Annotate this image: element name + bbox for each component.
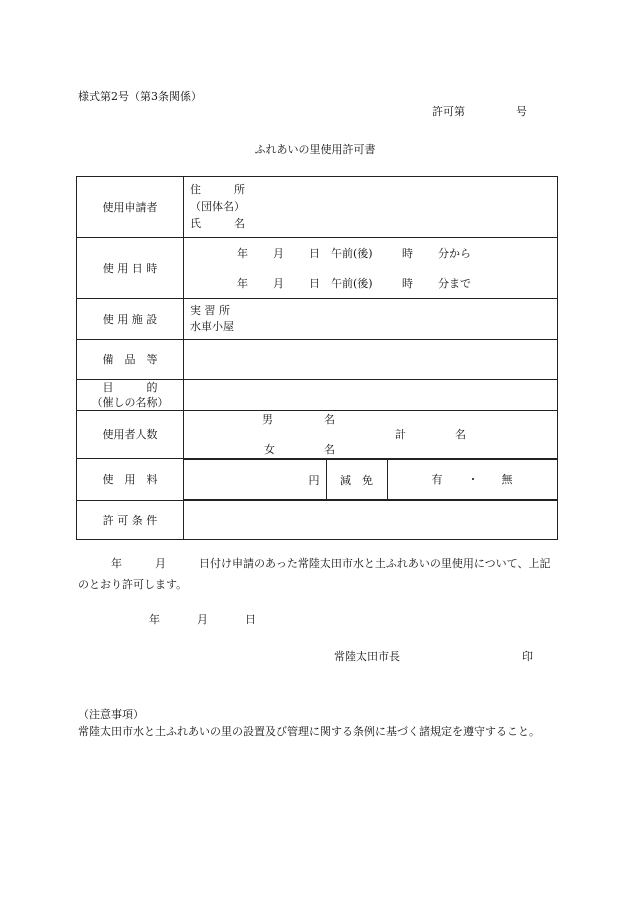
to-year: 年	[237, 277, 248, 290]
document-title: ふれあいの里使用許可書	[254, 143, 376, 156]
applicant-org-label: （団体名）	[190, 200, 245, 213]
notes-body: 常陸太田市水と土ふれあいの里の設置及び管理に関する条例に基づく諸規定を遵守すること。	[78, 725, 540, 738]
conditions-label: 許 可 条 件	[77, 501, 184, 540]
equipment-label: 備 品 等	[77, 340, 184, 380]
purpose-label-line1: 目 的	[102, 381, 158, 394]
issue-date-year: 年	[149, 613, 160, 626]
yen-label: 円	[308, 473, 320, 487]
seal-mark: 印	[522, 650, 533, 663]
row-users	[77, 411, 558, 459]
permit-form-table	[76, 176, 558, 540]
to-ampm: 午前(後)	[331, 277, 373, 290]
datetime-cell[interactable]	[184, 238, 558, 299]
applicant-address-label: 住 所	[190, 183, 245, 196]
fee-label: 使 用 料	[77, 459, 184, 501]
reduction-no[interactable]: 無	[501, 473, 513, 486]
reduction-label: 減 免	[326, 460, 387, 500]
female-label: 女	[264, 443, 275, 456]
fee-inner-table	[184, 459, 558, 500]
issue-date-month: 月	[197, 613, 208, 626]
applicant-name-label: 氏 名	[190, 217, 245, 230]
to-day: 日	[309, 277, 320, 290]
users-cell[interactable]	[184, 411, 558, 459]
from-ampm: 午前(後)	[331, 247, 373, 260]
from-hour: 時	[402, 247, 413, 260]
facility-item-suishagoya: 水車小屋	[190, 320, 234, 333]
facility-cell[interactable]	[184, 299, 558, 340]
from-day: 日	[309, 247, 320, 260]
equipment-cell[interactable]	[184, 340, 558, 380]
fee-amount-cell[interactable]	[184, 460, 326, 500]
reduction-choice-cell[interactable]	[387, 460, 558, 500]
reduction-yes[interactable]: 有	[431, 473, 443, 486]
permit-number-prefix: 許可第	[432, 105, 465, 118]
reduction-separator: ・	[467, 473, 479, 486]
total-unit: 名	[455, 428, 466, 441]
facility-item-jisshujo: 実 習 所	[190, 304, 230, 317]
male-unit: 名	[324, 413, 335, 426]
users-label: 使用者人数	[77, 411, 184, 459]
applicant-label: 使用申請者	[77, 177, 184, 238]
issue-date-day: 日	[245, 613, 256, 626]
fee-cell	[184, 459, 558, 501]
purpose-label-line2: （催しの名称）	[91, 396, 169, 409]
form-number-label: 様式第2号（第3条関係）	[78, 90, 202, 103]
purpose-cell[interactable]	[184, 380, 558, 411]
from-year: 年	[237, 247, 248, 260]
conditions-cell[interactable]	[184, 501, 558, 540]
permit-number-suffix: 号	[516, 105, 527, 118]
applicant-cell[interactable]	[184, 177, 558, 238]
row-purpose	[77, 380, 558, 411]
datetime-label: 使 用 日 時	[77, 238, 184, 299]
row-datetime	[77, 238, 558, 299]
permission-paragraph: 年 月 日付け申請のあった常陸太田市水と土ふれあいの里使用について、上記のとおり許可します。	[78, 557, 551, 591]
facility-label: 使 用 施 設	[77, 299, 184, 340]
row-equipment	[77, 340, 558, 380]
from-month: 月	[273, 247, 284, 260]
female-unit: 名	[324, 443, 335, 456]
notes-heading: （注意事項）	[78, 708, 144, 721]
male-label: 男	[262, 413, 273, 426]
row-applicant	[77, 177, 558, 238]
purpose-label	[77, 380, 184, 411]
total-label: 計	[395, 428, 406, 441]
to-minute: 分まで	[438, 277, 471, 290]
to-month: 月	[273, 277, 284, 290]
mayor-title: 常陸太田市長	[334, 650, 400, 663]
row-facility	[77, 299, 558, 340]
from-minute: 分から	[438, 247, 471, 260]
row-conditions	[77, 501, 558, 540]
row-fee	[77, 459, 558, 501]
to-hour: 時	[402, 277, 413, 290]
